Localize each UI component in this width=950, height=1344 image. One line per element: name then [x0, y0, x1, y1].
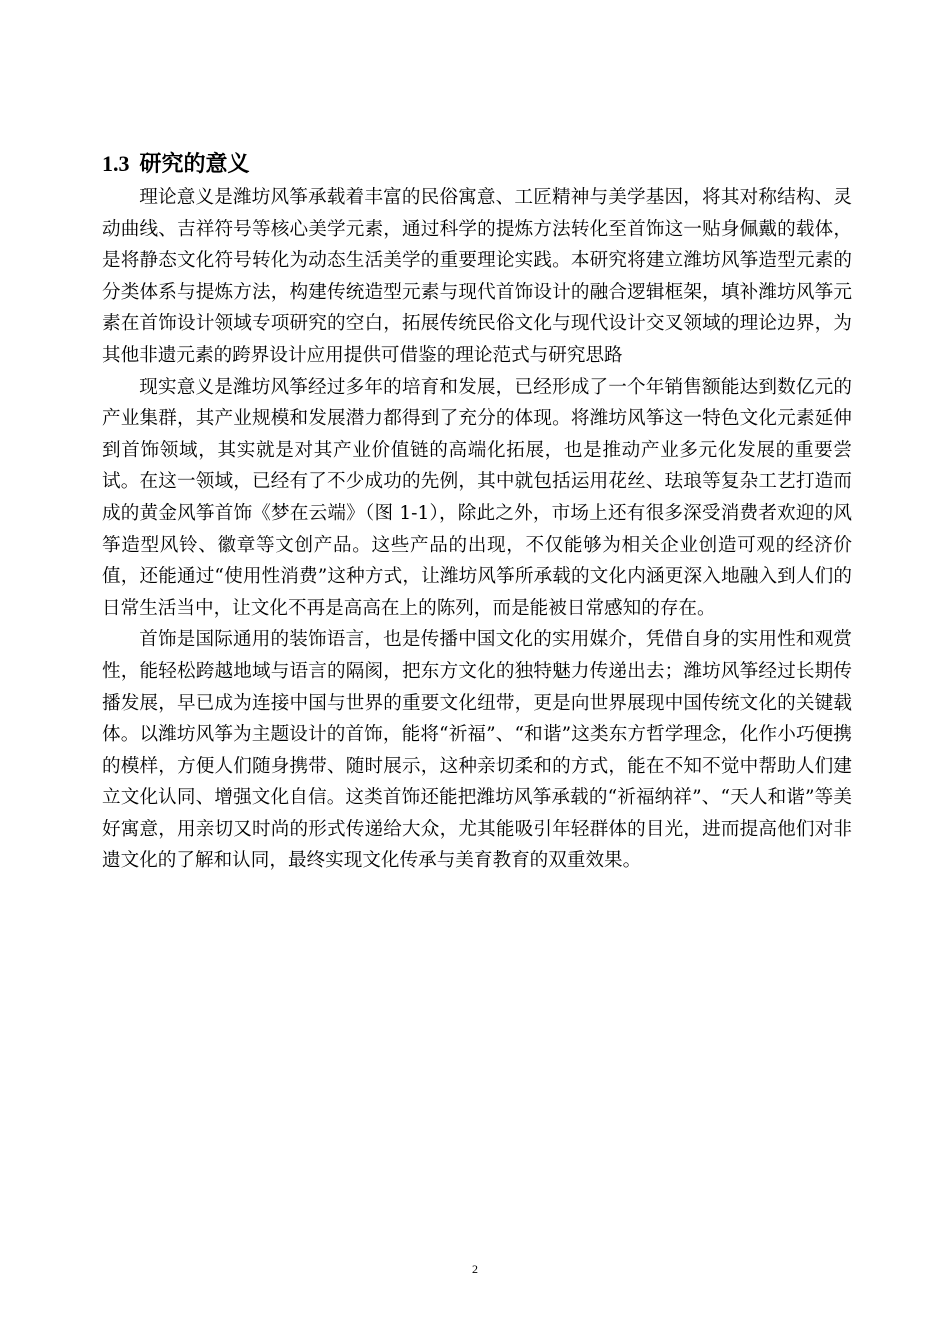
paragraph-theoretical-significance: 理论意义是潍坊风筝承载着丰富的民俗寓意、工匠精神与美学基因，将其对称结构、灵动曲线、吉祥符号等核心美学元素，通过科学的提炼方法转化至首饰这一贴身佩戴的载体，是将静态文化符号转化为动态生活美学的重要理论实践。本研究将建立潍坊风筝造型元素的分类体系与提炼方法，构建传统造型元素与现代首饰设计的融合逻辑框架，填补潍坊风筝元素在首饰设计领域专项研究的空白，拓展传统民俗文化与现代设计交叉领域的理论边界，为其他非遗元素的跨界设计应用提供可借鉴的理论范式与研究思路 — [102, 187, 852, 366]
paragraph-practical-significance: 现实意义是潍坊风筝经过多年的培育和发展，已经形成了一个年销售额能达到数亿元的产业集群，其产业规模和发展潜力都得到了充分的体现。将潍坊风筝这一特色文化元素延伸到首饰领域，其实就是对其产业价值链的高端化拓展，也是推动产业多元化发展的重要尝试。在这一领域，已经有了不少成功的先例，其中就包括运用花丝、珐琅等复杂工艺打造而成的黄金风筝首饰《梦在云端》（图 1-1），除此之外，市场上还有很多深受消费者欢迎的风筝造型风铃、徽章等文创产品。这些产品的出现，不仅能够为相关企业创造可观的经济价值，还能通过“使用性消费”这种方式，让潍坊风筝所承载的文化内涵更深入地融入到人们的日常生活当中，让文化不再是高高在上的陈列，而是能被日常感知的存在。 — [102, 376, 852, 619]
paragraph-cultural-communication: 首饰是国际通用的装饰语言，也是传播中国文化的实用媒介，凭借自身的实用性和观赏性，能轻松跨越地域与语言的隔阂，把东方文化的独特魅力传递出去；潍坊风筝经过长期传播发展，早已成为连接中国与世界的重要文化纽带，更是向世界展现中国传统文化的关键载体。以潍坊风筝为主题设计的首饰，能将“祈福”、“和谐”这类东方哲学理念，化作小巧便携的模样，方便人们随身携带、随时展示，这种亲切柔和的方式，能在不知不觉中帮助人们建立文化认同、增强文化自信。这类首饰还能把潍坊风筝承载的“祈福纳祥”、“天人和谐”等美好寓意，用亲切又时尚的形式传递给大众，尤其能吸引年轻群体的目光，进而提高他们对非遗文化的了解和认同，最终实现文化传承与美育教育的双重效果。 — [102, 629, 852, 872]
section-heading — [102, 149, 250, 179]
section-title: 研究的意义 — [139, 151, 250, 177]
page-number: 2 — [472, 1262, 478, 1276]
body-text — [102, 182, 852, 877]
section-number: 1.3 — [102, 151, 130, 176]
